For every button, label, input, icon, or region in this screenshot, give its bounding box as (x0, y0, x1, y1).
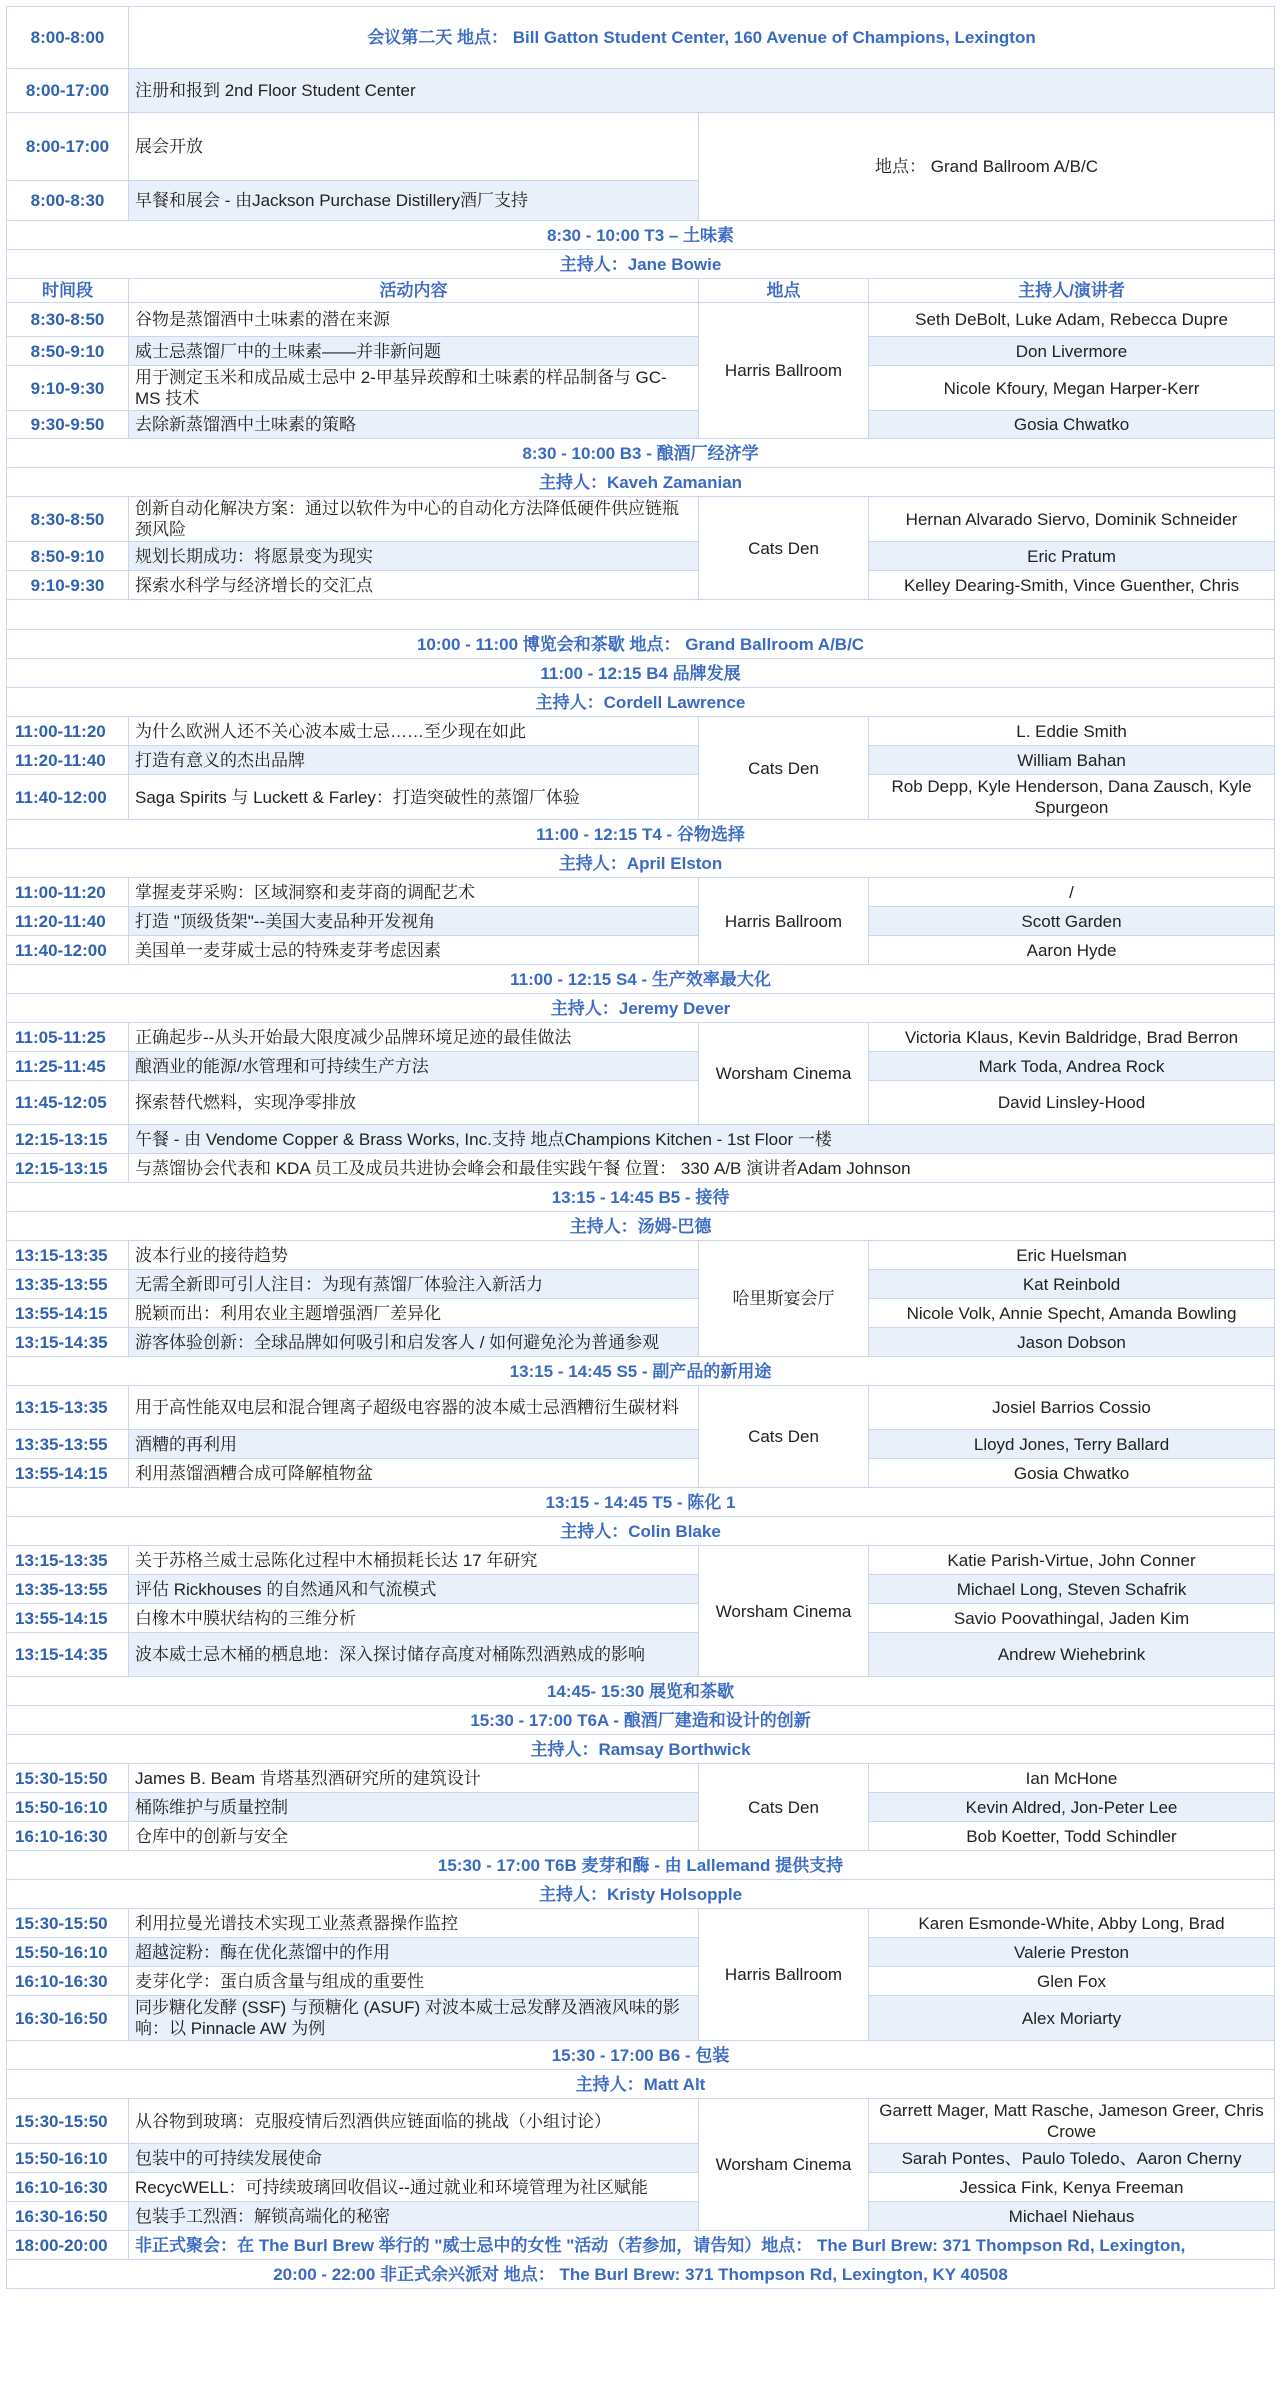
row-activity: 无需全新即可引人注目：为现有蒸馏厂体验注入新活力 (129, 1270, 699, 1299)
row-activity: 探索替代燃料，实现净零排放 (129, 1081, 699, 1125)
t6a-host-row (7, 1735, 1275, 1764)
expo-time: 8:00-17:00 (7, 113, 129, 181)
row-presenter: Nicole Kfoury, Megan Harper-Kerr (869, 366, 1275, 411)
row-location: Cats Den (699, 1764, 869, 1851)
t4-host-row (7, 849, 1275, 878)
row-time: 13:15-13:35 (7, 1386, 129, 1430)
row-time: 13:35-13:55 (7, 1575, 129, 1604)
header-time: 时间段 (7, 279, 129, 303)
t6b-host: 主持人：Kristy Holsopple (7, 1880, 1275, 1909)
row-presenter: Kat Reinbold (869, 1270, 1275, 1299)
b5-host-row (7, 1212, 1275, 1241)
session-row (7, 1546, 1275, 1575)
row-time: 8:50-9:10 (7, 542, 129, 571)
row-presenter: Sarah Pontes、Paulo Toledo、Aaron Cherny (869, 2144, 1275, 2173)
spacer (7, 600, 1275, 630)
row-location: Harris Ballroom (699, 878, 869, 965)
row-activity: Saga Spirits 与 Luckett & Farley：打造突破性的蒸馏厂体验 (129, 775, 699, 820)
row-presenter: Victoria Klaus, Kevin Baldridge, Brad Berron (869, 1023, 1275, 1052)
t6b-host-row (7, 1880, 1275, 1909)
expo-break-2-row (7, 1677, 1275, 1706)
row-activity: 用于高性能双电层和混合锂离子超级电容器的波本威士忌酒糟衍生碳材料 (129, 1386, 699, 1430)
row-time: 13:35-13:55 (7, 1430, 129, 1459)
registration-time: 8:00-17:00 (7, 69, 129, 113)
registration-row (7, 69, 1275, 113)
b4-title-row (7, 659, 1275, 688)
session-row (7, 1328, 1275, 1357)
row-time: 13:15-13:35 (7, 1546, 129, 1575)
day-time: 8:00-8:00 (7, 7, 129, 69)
row-location: Worsham Cinema (699, 1023, 869, 1125)
row-presenter: Jason Dobson (869, 1328, 1275, 1357)
row-presenter: Seth DeBolt, Luke Adam, Rebecca Dupre (869, 303, 1275, 337)
row-presenter: Andrew Wiehebrink (869, 1633, 1275, 1677)
session-row (7, 2173, 1275, 2202)
s5-title-row (7, 1357, 1275, 1386)
row-location: Cats Den (699, 717, 869, 820)
s4-host-row (7, 994, 1275, 1023)
row-presenter: Mark Toda, Andrea Rock (869, 1052, 1275, 1081)
session-row (7, 1052, 1275, 1081)
s4-title-row (7, 965, 1275, 994)
row-presenter: Josiel Barrios Cossio (869, 1386, 1275, 1430)
row-time: 13:35-13:55 (7, 1270, 129, 1299)
row-presenter: Eric Pratum (869, 542, 1275, 571)
row-presenter: Ian McHone (869, 1764, 1275, 1793)
row-presenter: William Bahan (869, 746, 1275, 775)
row-time: 15:50-16:10 (7, 1938, 129, 1967)
row-activity: 包装手工烈酒：解锁高端化的秘密 (129, 2202, 699, 2231)
session-row (7, 1430, 1275, 1459)
row-activity: 包装中的可持续发展使命 (129, 2144, 699, 2173)
session-row (7, 411, 1275, 439)
row-activity: 评估 Rickhouses 的自然通风和气流模式 (129, 1575, 699, 1604)
day-title: 会议第二天 地点： Bill Gatton Student Center, 160 Avenue of Champions, Lexington (129, 7, 1275, 69)
row-activity: 用于测定玉米和成品威士忌中 2-甲基异莰醇和土味素的样品制备与 GC-MS 技术 (129, 366, 699, 411)
row-presenter: Savio Poovathingal, Jaden Kim (869, 1604, 1275, 1633)
row-activity: James B. Beam 肯塔基烈酒研究所的建筑设计 (129, 1764, 699, 1793)
row-time: 8:50-9:10 (7, 337, 129, 366)
session-row (7, 1299, 1275, 1328)
row-location: Cats Den (699, 1386, 869, 1488)
session-row (7, 1575, 1275, 1604)
row-time: 13:15-14:35 (7, 1633, 129, 1677)
b4-title: 11:00 - 12:15 B4 品牌发展 (7, 659, 1275, 688)
row-time: 11:20-11:40 (7, 746, 129, 775)
session-row (7, 2202, 1275, 2231)
spacer-row (7, 600, 1275, 630)
row-time: 13:55-14:15 (7, 1299, 129, 1328)
row-presenter: Gosia Chwatko (869, 411, 1275, 439)
row-time: 11:25-11:45 (7, 1052, 129, 1081)
t4-host: 主持人：April Elston (7, 849, 1275, 878)
row-activity: 白橡木中膜状结构的三维分析 (129, 1604, 699, 1633)
session-row (7, 907, 1275, 936)
row-time: 13:55-14:15 (7, 1459, 129, 1488)
session-row (7, 1270, 1275, 1299)
row-location: Worsham Cinema (699, 1546, 869, 1677)
t5-title-row (7, 1488, 1275, 1517)
afterparty-row (7, 2260, 1275, 2289)
row-presenter: Aaron Hyde (869, 936, 1275, 965)
row-location: 哈里斯宴会厅 (699, 1241, 869, 1357)
t5-host-row (7, 1517, 1275, 1546)
b3-title-row (7, 439, 1275, 468)
header-activity: 活动内容 (129, 279, 699, 303)
t3-title: 8:30 - 10:00 T3 – 土味素 (7, 221, 1275, 250)
row-presenter: L. Eddie Smith (869, 717, 1275, 746)
session-row (7, 571, 1275, 600)
registration-text: 注册和报到 2nd Floor Student Center (129, 69, 1275, 113)
session-row (7, 1023, 1275, 1052)
b6-host: 主持人：Matt Alt (7, 2070, 1275, 2099)
lunch-text: 与蒸馏协会代表和 KDA 员工及成员共进协会峰会和最佳实践午餐 位置： 330 A/B 演讲者Adam Johnson (129, 1154, 1275, 1183)
t3-title-row (7, 221, 1275, 250)
row-presenter: Eric Huelsman (869, 1241, 1275, 1270)
b4-host: 主持人：Cordell Lawrence (7, 688, 1275, 717)
session-row (7, 1081, 1275, 1125)
lunch-row (7, 1125, 1275, 1154)
t3-host-row (7, 250, 1275, 279)
session-row (7, 878, 1275, 907)
row-presenter: Scott Garden (869, 907, 1275, 936)
row-activity: 威士忌蒸馏厂中的土味素——并非新问题 (129, 337, 699, 366)
session-row (7, 1938, 1275, 1967)
session-row (7, 717, 1275, 746)
b3-host-row (7, 468, 1275, 497)
header-location: 地点 (699, 279, 869, 303)
session-row (7, 2144, 1275, 2173)
session-row (7, 775, 1275, 820)
row-time: 15:30-15:50 (7, 2099, 129, 2144)
row-time: 15:30-15:50 (7, 1909, 129, 1938)
row-presenter: Michael Long, Steven Schafrik (869, 1575, 1275, 1604)
schedule-table (6, 6, 1275, 2289)
t6a-host: 主持人：Ramsay Borthwick (7, 1735, 1275, 1764)
row-location: Cats Den (699, 497, 869, 600)
row-activity: 同步糖化发酵 (SSF) 与预糖化 (ASUF) 对波本威士忌发酵及酒液风味的影响：以 Pinnacle AW 为例 (129, 1996, 699, 2041)
b4-host-row (7, 688, 1275, 717)
row-presenter: Bob Koetter, Todd Schindler (869, 1822, 1275, 1851)
row-activity: 谷物是蒸馏酒中土味素的潜在来源 (129, 303, 699, 337)
row-presenter: / (869, 878, 1275, 907)
row-time: 11:40-12:00 (7, 775, 129, 820)
row-time: 16:30-16:50 (7, 2202, 129, 2231)
row-time: 13:55-14:15 (7, 1604, 129, 1633)
row-presenter: Michael Niehaus (869, 2202, 1275, 2231)
row-presenter: Lloyd Jones, Terry Ballard (869, 1430, 1275, 1459)
row-activity: 利用蒸馏酒糟合成可降解植物盆 (129, 1459, 699, 1488)
lunch-time: 12:15-13:15 (7, 1125, 129, 1154)
row-time: 9:10-9:30 (7, 571, 129, 600)
header-presenter: 主持人/演讲者 (869, 279, 1275, 303)
row-activity: 关于苏格兰威士忌陈化过程中木桶损耗长达 17 年研究 (129, 1546, 699, 1575)
evening-text: 非正式聚会：在 The Burl Brew 举行的 "威士忌中的女性 "活动（若参加，请告知）地点： The Burl Brew: 371 Thompson Rd, Lexington, (129, 2231, 1275, 2260)
session-row (7, 1793, 1275, 1822)
row-presenter: Glen Fox (869, 1967, 1275, 1996)
row-activity: 桶陈维护与质量控制 (129, 1793, 699, 1822)
row-activity: 为什么欧洲人还不关心波本威士忌……至少现在如此 (129, 717, 699, 746)
row-activity: 从谷物到玻璃：克服疫情后烈酒供应链面临的挑战（小组讨论） (129, 2099, 699, 2144)
b3-host: 主持人：Kaveh Zamanian (7, 468, 1275, 497)
row-activity: RecycWELL：可持续玻璃回收倡议--通过就业和环境管理为社区赋能 (129, 2173, 699, 2202)
row-presenter: Alex Moriarty (869, 1996, 1275, 2041)
session-row (7, 1909, 1275, 1938)
s5-title: 13:15 - 14:45 S5 - 副产品的新用途 (7, 1357, 1275, 1386)
row-activity: 超越淀粉：酶在优化蒸馏中的作用 (129, 1938, 699, 1967)
row-activity: 打造 "顶级货架"--美国大麦品种开发视角 (129, 907, 699, 936)
row-time: 11:45-12:05 (7, 1081, 129, 1125)
row-presenter: Hernan Alvarado Siervo, Dominik Schneider (869, 497, 1275, 542)
row-activity: 掌握麦芽采购：区域洞察和麦芽商的调配艺术 (129, 878, 699, 907)
row-time: 11:40-12:00 (7, 936, 129, 965)
row-time: 15:30-15:50 (7, 1764, 129, 1793)
row-presenter: Jessica Fink, Kenya Freeman (869, 2173, 1275, 2202)
row-presenter: Katie Parish-Virtue, John Conner (869, 1546, 1275, 1575)
row-time: 11:00-11:20 (7, 878, 129, 907)
row-time: 15:50-16:10 (7, 2144, 129, 2173)
row-activity: 酒糟的再利用 (129, 1430, 699, 1459)
expo-break-1-row (7, 630, 1275, 659)
row-presenter: Gosia Chwatko (869, 1459, 1275, 1488)
session-row (7, 1241, 1275, 1270)
b5-title-row (7, 1183, 1275, 1212)
session-row (7, 2099, 1275, 2144)
row-presenter: Valerie Preston (869, 1938, 1275, 1967)
b5-host: 主持人：汤姆-巴德 (7, 1212, 1275, 1241)
session-row (7, 542, 1275, 571)
row-activity: 探索水科学与经济增长的交汇点 (129, 571, 699, 600)
t6a-title: 15:30 - 17:00 T6A - 酿酒厂建造和设计的创新 (7, 1706, 1275, 1735)
s4-host: 主持人：Jeremy Dever (7, 994, 1275, 1023)
row-presenter: Garrett Mager, Matt Rasche, Jameson Greer, Chris Crowe (869, 2099, 1275, 2144)
afterparty: 20:00 - 22:00 非正式余兴派对 地点： The Burl Brew: 371 Thompson Rd, Lexington, KY 40508 (7, 2260, 1275, 2289)
row-presenter: Kevin Aldred, Jon-Peter Lee (869, 1793, 1275, 1822)
row-location: Worsham Cinema (699, 2099, 869, 2231)
row-activity: 波本威士忌木桶的栖息地：深入探讨储存高度对桶陈烈酒熟成的影响 (129, 1633, 699, 1677)
breakfast-time: 8:00-8:30 (7, 181, 129, 221)
session-row (7, 1459, 1275, 1488)
t5-title: 13:15 - 14:45 T5 - 陈化 1 (7, 1488, 1275, 1517)
row-activity: 规划长期成功：将愿景变为现实 (129, 542, 699, 571)
t3-host: 主持人：Jane Bowie (7, 250, 1275, 279)
row-activity: 利用拉曼光谱技术实现工业蒸煮器操作监控 (129, 1909, 699, 1938)
row-presenter: Nicole Volk, Annie Specht, Amanda Bowling (869, 1299, 1275, 1328)
row-activity: 正确起步--从头开始最大限度减少品牌环境足迹的最佳做法 (129, 1023, 699, 1052)
row-location: Harris Ballroom (699, 303, 869, 439)
b6-host-row (7, 2070, 1275, 2099)
session-row (7, 1996, 1275, 2041)
expo-break-1: 10:00 - 11:00 博览会和茶歇 地点： Grand Ballroom A/B/C (7, 630, 1275, 659)
session-row (7, 1967, 1275, 1996)
t6b-title: 15:30 - 17:00 T6B 麦芽和酶 - 由 Lallemand 提供支持 (7, 1851, 1275, 1880)
row-activity: 游客体验创新：全球品牌如何吸引和启发客人 / 如何避免沦为普通参观 (129, 1328, 699, 1357)
session-row (7, 1822, 1275, 1851)
expo-row (7, 113, 1275, 181)
row-time: 11:00-11:20 (7, 717, 129, 746)
session-row (7, 303, 1275, 337)
session-row (7, 1633, 1275, 1677)
row-activity: 仓库中的创新与安全 (129, 1822, 699, 1851)
row-time: 16:10-16:30 (7, 1822, 129, 1851)
b6-title-row (7, 2041, 1275, 2070)
row-activity: 创新自动化解决方案：通过以软件为中心的自动化方法降低硬件供应链瓶颈风险 (129, 497, 699, 542)
row-time: 16:10-16:30 (7, 2173, 129, 2202)
row-activity: 去除新蒸馏酒中土味素的策略 (129, 411, 699, 439)
b3-title: 8:30 - 10:00 B3 - 酿酒厂经济学 (7, 439, 1275, 468)
row-time: 13:15-14:35 (7, 1328, 129, 1357)
row-location: Harris Ballroom (699, 1909, 869, 2041)
t4-title: 11:00 - 12:15 T4 - 谷物选择 (7, 820, 1275, 849)
row-time: 11:20-11:40 (7, 907, 129, 936)
row-presenter: Karen Esmonde-White, Abby Long, Brad (869, 1909, 1275, 1938)
t4-title-row (7, 820, 1275, 849)
session-row (7, 497, 1275, 542)
t6b-title-row (7, 1851, 1275, 1880)
row-presenter: Don Livermore (869, 337, 1275, 366)
row-time: 9:30-9:50 (7, 411, 129, 439)
row-activity: 美国单一麦芽威士忌的特殊麦芽考虑因素 (129, 936, 699, 965)
row-time: 16:10-16:30 (7, 1967, 129, 1996)
morning-location: 地点： Grand Ballroom A/B/C (699, 113, 1275, 221)
session-row (7, 1764, 1275, 1793)
session-row (7, 1386, 1275, 1430)
session-row (7, 337, 1275, 366)
session-row (7, 746, 1275, 775)
expo-text: 展会开放 (129, 113, 699, 181)
lunch-row (7, 1154, 1275, 1183)
expo-break-2: 14:45- 15:30 展览和茶歇 (7, 1677, 1275, 1706)
day-header-row (7, 7, 1275, 69)
session-row (7, 366, 1275, 411)
row-time: 8:30-8:50 (7, 303, 129, 337)
lunch-text: 午餐 - 由 Vendome Copper & Brass Works, Inc.支持 地点Champions Kitchen - 1st Floor 一楼 (129, 1125, 1275, 1154)
row-time: 9:10-9:30 (7, 366, 129, 411)
row-activity: 脱颖而出：利用农业主题增强酒厂差异化 (129, 1299, 699, 1328)
row-presenter: Rob Depp, Kyle Henderson, Dana Zausch, Kyle Spurgeon (869, 775, 1275, 820)
session-row (7, 936, 1275, 965)
lunch-time: 12:15-13:15 (7, 1154, 129, 1183)
row-time: 11:05-11:25 (7, 1023, 129, 1052)
row-time: 15:50-16:10 (7, 1793, 129, 1822)
breakfast-text: 早餐和展会 - 由Jackson Purchase Distillery酒厂支持 (129, 181, 699, 221)
row-activity: 打造有意义的杰出品牌 (129, 746, 699, 775)
evening-time: 18:00-20:00 (7, 2231, 129, 2260)
row-presenter: Kelley Dearing-Smith, Vince Guenther, Chris (869, 571, 1275, 600)
row-time: 8:30-8:50 (7, 497, 129, 542)
row-time: 13:15-13:35 (7, 1241, 129, 1270)
b5-title: 13:15 - 14:45 B5 - 接待 (7, 1183, 1275, 1212)
evening-row (7, 2231, 1275, 2260)
session-row (7, 1604, 1275, 1633)
row-time: 16:30-16:50 (7, 1996, 129, 2041)
b6-title: 15:30 - 17:00 B6 - 包装 (7, 2041, 1275, 2070)
row-activity: 酿酒业的能源/水管理和可持续生产方法 (129, 1052, 699, 1081)
s4-title: 11:00 - 12:15 S4 - 生产效率最大化 (7, 965, 1275, 994)
t5-host: 主持人：Colin Blake (7, 1517, 1275, 1546)
column-header-row (7, 279, 1275, 303)
t6a-title-row (7, 1706, 1275, 1735)
row-presenter: David Linsley-Hood (869, 1081, 1275, 1125)
row-activity: 麦芽化学：蛋白质含量与组成的重要性 (129, 1967, 699, 1996)
row-activity: 波本行业的接待趋势 (129, 1241, 699, 1270)
